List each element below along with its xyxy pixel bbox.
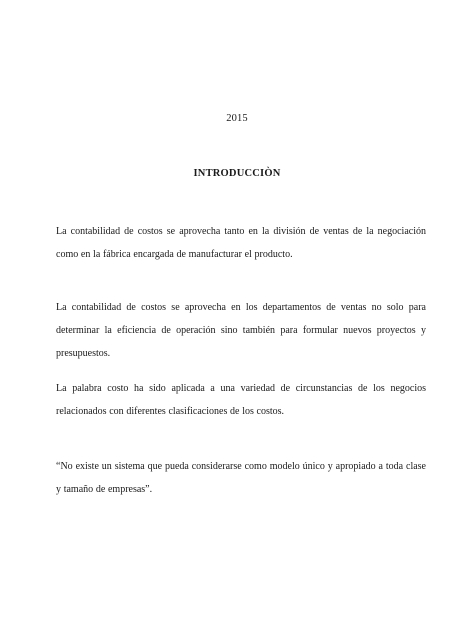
document-title: INTRODUCCIÒN <box>193 168 281 179</box>
paragraph-3: La palabra costo ha sido aplicada a una variedad de circunstancias de los negocios relacionados con diferentes clasificaciones de los costos. <box>56 383 426 417</box>
document-year: 2015 <box>226 113 248 124</box>
paragraph-4-quote: “No existe un sistema que pueda considerarse como modelo único y apropiado a toda clase y tamaño de empresas”. <box>56 461 426 495</box>
paragraph-2: La contabilidad de costos se aprovecha en los departamentos de ventas no solo para determinar la eficiencia de operación sino también para formular nuevos proyectos y presupuestos. <box>56 302 426 359</box>
paragraph-1: La contabilidad de costos se aprovecha tanto en la división de ventas de la negociación como en la fábrica encargada de manufacturar el producto. <box>56 226 426 260</box>
